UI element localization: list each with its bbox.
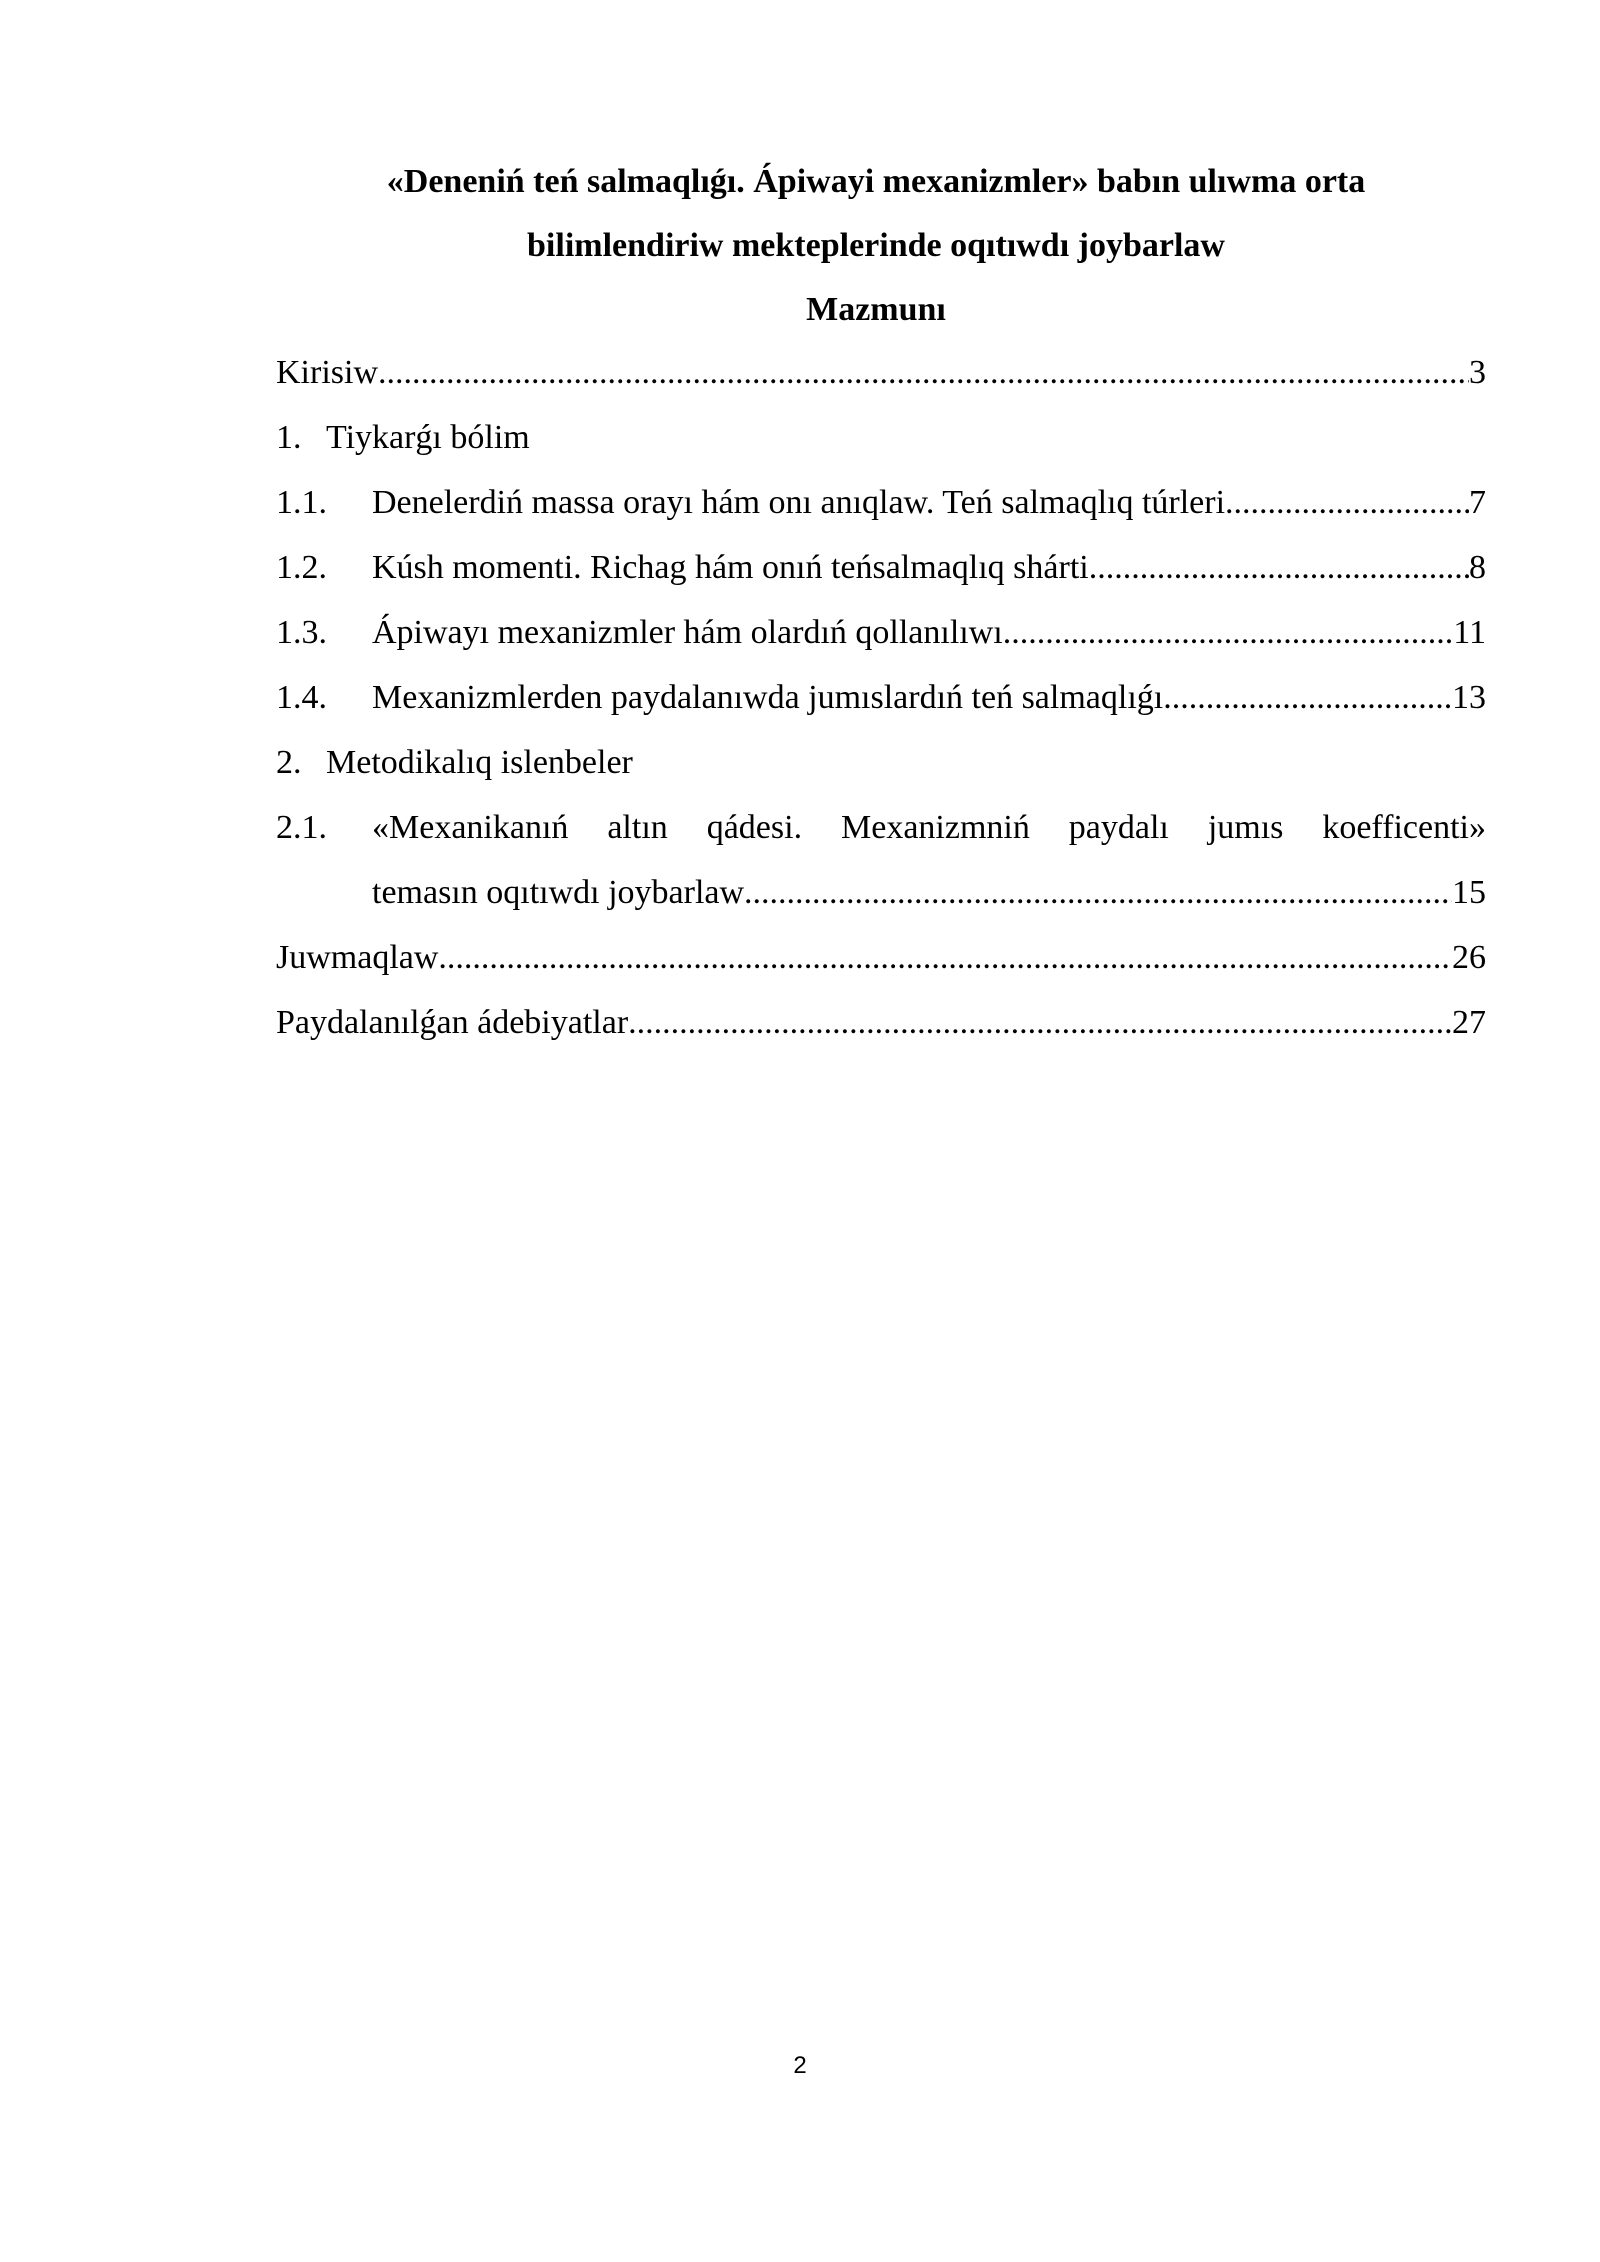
toc-entry-juwmaqlaw[interactable]: [276, 925, 1486, 990]
toc-word: jumıs: [1207, 809, 1284, 846]
toc-entry-1-4[interactable]: [276, 665, 1486, 730]
toc-number: 1.3.: [276, 614, 327, 651]
toc-entry-1-2[interactable]: [276, 535, 1486, 600]
toc-word: koefficenti»: [1322, 809, 1486, 846]
toc-number: 1.1.: [276, 484, 327, 521]
toc-label: Paydalanılǵan ádebiyatlar: [276, 1004, 629, 1041]
toc-number: 1.4.: [276, 679, 327, 716]
document-title: [276, 150, 1476, 342]
toc-word: altın: [607, 809, 668, 846]
toc-page-number: 26: [1452, 939, 1486, 976]
toc-entry-2-1-line-1[interactable]: [276, 795, 1486, 860]
toc-word: Mexanizmniń: [841, 809, 1030, 846]
dot-leader: [744, 860, 1452, 925]
toc-label: Kúsh momenti. Richag hám onıń teńsalmaqlıq shárti: [372, 549, 1089, 586]
dot-leader: [628, 990, 1452, 1055]
toc-entry-paydalanilgan[interactable]: [276, 990, 1486, 1055]
toc-label: Kirisiw: [276, 354, 378, 391]
toc-number: 1.: [276, 419, 302, 456]
toc-word: «Mexanikanıń: [372, 809, 569, 846]
dot-leader: [1089, 535, 1469, 600]
toc-number: 2.1.: [276, 809, 327, 846]
toc-number: 1.2.: [276, 549, 327, 586]
dot-leader: [1163, 665, 1452, 730]
toc-label-justified: [372, 795, 1486, 860]
toc-entry-kirisiw[interactable]: [276, 340, 1486, 405]
toc-label: Denelerdiń massa orayı hám onı anıqlaw. Teń salmaqlıq túrleri: [372, 484, 1226, 521]
toc-label: Mexanizmlerden paydalanıwda jumıslardıń teń salmaqlıǵı: [372, 679, 1164, 716]
dot-leader: [438, 925, 1452, 990]
toc-page-number: 8: [1469, 549, 1486, 586]
toc-page-number: 15: [1452, 874, 1486, 911]
toc-label: Juwmaqlaw: [276, 939, 439, 976]
title-line-2: bilimlendiriw mekteplerinde oqıtıwdı joybarlaw: [527, 227, 1225, 264]
toc-label: Ápiwayı mexanizmler hám olardıń qollanılıwı: [372, 614, 1003, 651]
toc-page-number: 7: [1469, 484, 1486, 521]
toc-page-number: 11: [1453, 614, 1486, 651]
toc-part-2[interactable]: [276, 730, 1486, 795]
toc-number: 2.: [276, 744, 302, 781]
table-of-contents: [276, 340, 1486, 1055]
dot-leader: [1225, 470, 1469, 535]
toc-word: qádesi.: [706, 809, 803, 846]
toc-entry-2-1-line-2[interactable]: [276, 860, 1486, 925]
toc-word: paydalı: [1068, 809, 1169, 846]
toc-label: Tiykarǵı bólim: [326, 419, 530, 456]
title-line-1: «Deneniń teń salmaqlıǵı. Ápiwayi mexanizmler» babın ulıwma orta: [386, 163, 1366, 200]
toc-label: temasın oqıtıwdı joybarlaw: [372, 874, 745, 911]
dot-leader: [1003, 600, 1454, 665]
contents-heading: Mazmunı: [806, 291, 946, 328]
toc-entry-1-3[interactable]: [276, 600, 1486, 665]
toc-part-1[interactable]: [276, 405, 1486, 470]
toc-page-number: 3: [1469, 354, 1486, 391]
toc-page-number: 13: [1452, 679, 1486, 716]
toc-page-number: 27: [1452, 1004, 1486, 1041]
dot-leader: [378, 340, 1469, 405]
toc-label: Metodikalıq islenbeler: [326, 744, 633, 781]
toc-entry-1-1[interactable]: [276, 470, 1486, 535]
page-number: 2: [793, 2052, 807, 2079]
